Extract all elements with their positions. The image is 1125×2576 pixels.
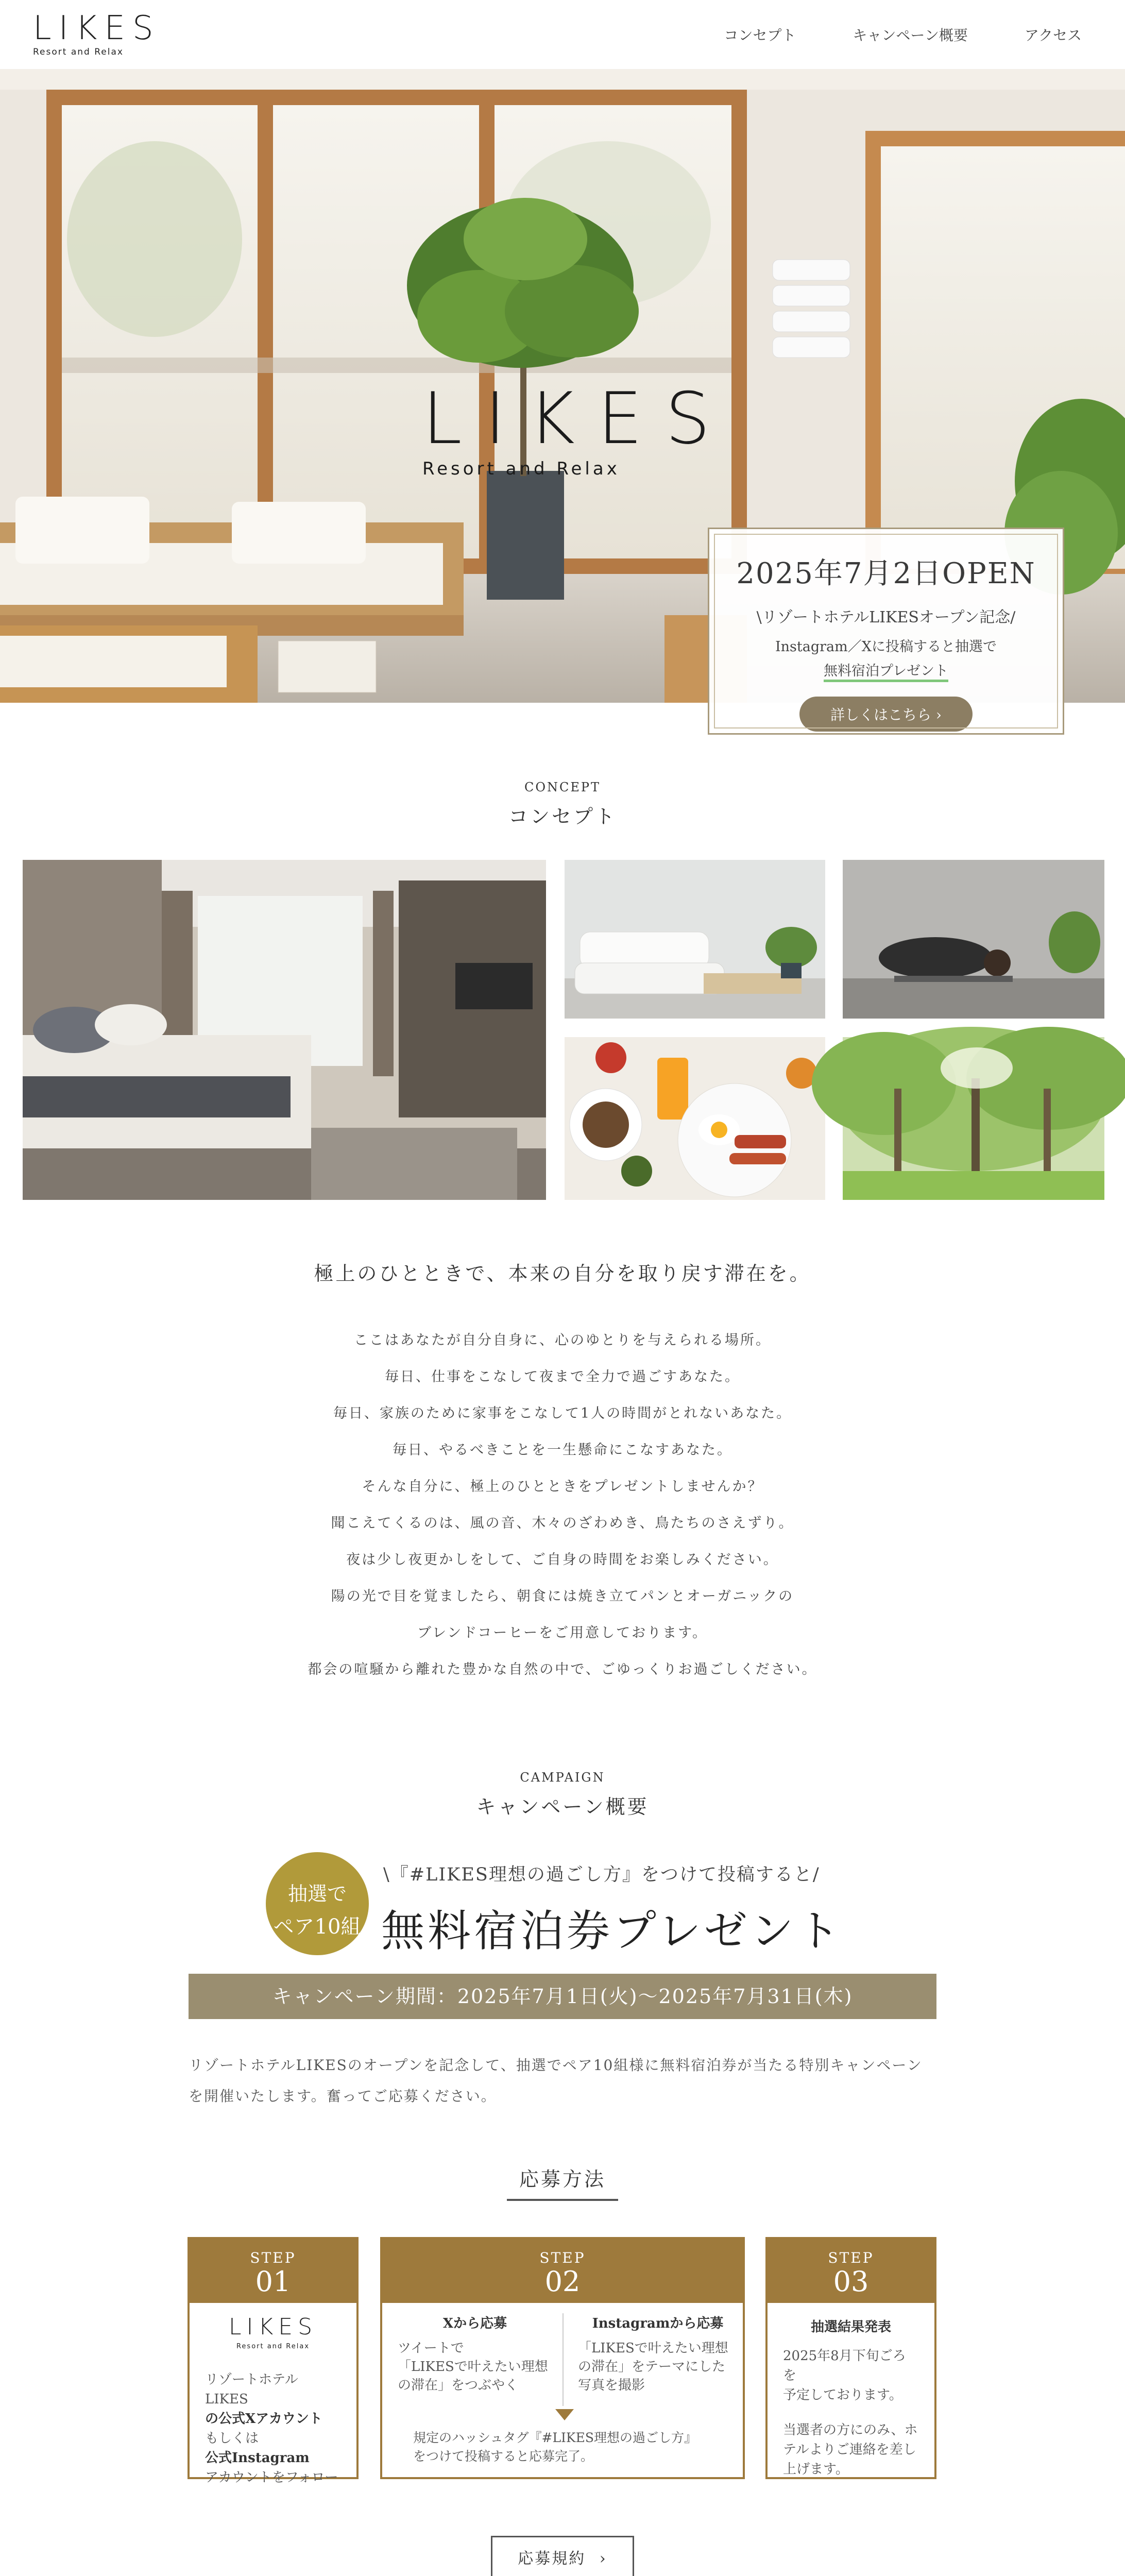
step-1-logo xyxy=(205,2314,341,2357)
breakfast-photo xyxy=(565,1037,825,1200)
step-2-x-title: Xから応募 xyxy=(442,2316,507,2331)
step-1-text: の公式Xアカウント xyxy=(205,2411,322,2427)
hero-logo xyxy=(422,377,733,479)
details-button[interactable] xyxy=(799,697,973,732)
yoga-photo xyxy=(843,860,1104,1019)
step-2-x-line: の滞在」をつぶやく xyxy=(398,2378,519,2393)
open-line-1: \リゾートホテルLIKESオープン記念/ xyxy=(756,608,1016,626)
concept-line: 聞こえてくるのは、風の音、木々のざわめき、鳥たちのさえずり。 xyxy=(331,1515,794,1531)
step-3-card xyxy=(765,2237,936,2479)
badge-line-1: 抽選で xyxy=(287,1883,347,1905)
header-logo[interactable] xyxy=(33,9,161,57)
campaign-heading-en: CAMPAIGN xyxy=(520,1770,605,1785)
concept-line: 陽の光で目を覚ましたら、朝食には焼き立てパンとオーガニックの xyxy=(331,1588,794,1604)
concept-section xyxy=(0,703,1125,1688)
step-1-text: リゾートホテルLIKES xyxy=(205,2372,298,2407)
site-header xyxy=(0,0,1125,69)
step-1-cap xyxy=(190,2239,356,2303)
step-label: STEP xyxy=(250,2249,296,2266)
forest-photo xyxy=(843,1037,1104,1200)
how-to-apply-title: 応募方法 xyxy=(507,2163,618,2201)
rules-button-label: 応募規約 xyxy=(518,2550,586,2568)
concept-line: ブレンドコーヒーをご用意しております。 xyxy=(417,1625,708,1641)
nav-campaign[interactable]: キャンペーン概要 xyxy=(853,27,968,44)
concept-heading xyxy=(0,780,1125,829)
concept-lead: 極上のひとときで、本来の自分を取り戻す滞在を。 xyxy=(314,1262,811,1285)
rules-button[interactable] xyxy=(491,2536,634,2576)
nav-access[interactable]: アクセス xyxy=(1024,27,1082,44)
arrow-down-icon xyxy=(555,2409,574,2420)
step-number: 03 xyxy=(833,2265,869,2298)
step-2-bottom-line: 規定のハッシュタグ『#LIKES理想の過ごし方』 xyxy=(413,2430,697,2445)
logo-text: LIKES xyxy=(33,9,161,47)
bedroom-photo xyxy=(23,860,546,1200)
concept-line: 都会の喧騒から離れた豊かな自然の中で、ごゆっくりお過ごしください。 xyxy=(308,1662,817,1677)
how-to-apply-heading xyxy=(0,2163,1125,2201)
step-2-ig-title: Instagramから応募 xyxy=(592,2316,724,2331)
open-announcement-card xyxy=(708,528,1064,735)
open-line-2: Instagram／Xに投稿すると抽選で xyxy=(775,639,997,655)
step-2-x-line: ツイートで xyxy=(398,2341,464,2356)
step-3-cap xyxy=(768,2239,934,2303)
logo-sub: Resort and Relax xyxy=(33,47,124,57)
step-1-content xyxy=(190,2303,356,2502)
nav-concept[interactable]: コンセプト xyxy=(724,27,796,44)
campaign-heading-ja: キャンペーン概要 xyxy=(476,1795,649,1818)
campaign-hero xyxy=(0,1840,1125,1958)
step-1-text: 公式Instagram xyxy=(205,2450,310,2466)
main-nav xyxy=(724,24,1092,45)
open-line-3: 無料宿泊プレゼント xyxy=(824,659,948,682)
concept-line: 毎日、仕事をこなして夜まで全力で過ごすあなた。 xyxy=(385,1369,740,1385)
step-1-logo-sub: Resort and Relax xyxy=(236,2343,310,2350)
step-2-bottom-line: をつけて投稿すると応募完了。 xyxy=(413,2449,594,2464)
step-2-ig-line: の滞在」をテーマにした xyxy=(578,2359,726,2375)
step-label: STEP xyxy=(539,2249,586,2266)
campaign-heading xyxy=(0,1770,1125,1819)
step-1-text: もしくは xyxy=(205,2431,259,2446)
hero xyxy=(0,69,1125,723)
hero-logo-text: LIKES xyxy=(422,377,733,460)
step-2-cap xyxy=(382,2239,743,2303)
concept-heading-en: CONCEPT xyxy=(524,780,601,794)
step-1-text: アカウントをフォロー xyxy=(205,2470,338,2485)
concept-photo-grid xyxy=(0,860,1125,1200)
concept-line: ここはあなたが自分自身に、心のゆとりを与えられる場所。 xyxy=(354,1332,771,1348)
campaign-description: リゾートホテルLIKESのオープンを記念して、抽選でペア10組様に無料宿泊券が当たる特別キャンペーンを開催いたします。奮ってご応募ください。 xyxy=(189,2057,923,2105)
lottery-badge xyxy=(266,1852,369,1955)
step-number: 01 xyxy=(255,2265,291,2298)
step-3-line: テルよりご連絡を差し xyxy=(783,2442,916,2458)
step-2-content xyxy=(382,2303,743,2479)
campaign-section xyxy=(0,1688,1125,2576)
step-3-line: 予定しております。 xyxy=(783,2387,902,2403)
step-3-line: 当選者の方にのみ、ホ xyxy=(783,2422,918,2438)
step-2-card xyxy=(380,2237,745,2479)
step-number: 02 xyxy=(544,2265,581,2298)
concept-line: 夜は少し夜更かしをして、ご自身の時間をお楽しみください。 xyxy=(346,1552,779,1568)
step-3-content xyxy=(768,2303,934,2494)
step-2-x xyxy=(398,2314,552,2395)
step-1-logo-text: LIKES xyxy=(228,2314,318,2340)
step-3-title: 抽選結果発表 xyxy=(810,2319,891,2335)
concept-line: 毎日、家族のために家事をこなして1人の時間がとれないあなた。 xyxy=(333,1405,792,1421)
details-button-label: 詳しくはこちら xyxy=(830,706,931,723)
badge-line-2: ペア10組 xyxy=(273,1915,362,1939)
steps xyxy=(0,2237,1125,2484)
campaign-title: 無料宿泊券プレゼント xyxy=(381,1906,843,1956)
chevron-right-icon: › xyxy=(599,2550,607,2568)
concept-heading-ja: コンセプト xyxy=(508,805,617,828)
step-3-line: 2025年8月下旬ごろを xyxy=(783,2348,906,2383)
open-date: 2025年7月2日OPEN xyxy=(736,557,1036,590)
concept-line: そんな自分に、極上のひとときをプレゼントしませんか？ xyxy=(362,1479,763,1495)
step-2-bottom xyxy=(413,2429,697,2466)
step-1-card xyxy=(187,2237,359,2485)
step-2-x-line: 「LIKESで叶えたい理想 xyxy=(398,2359,548,2375)
chevron-right-icon: › xyxy=(935,706,942,723)
hero-logo-sub: Resort and Relax xyxy=(422,459,620,479)
towels-photo xyxy=(565,860,825,1019)
step-2-divider xyxy=(562,2313,564,2406)
concept-line: 毎日、やるべきことを一生懸命にこなすあなた。 xyxy=(393,1442,732,1458)
step-2-ig-line: 写真を撮影 xyxy=(578,2378,645,2393)
concept-body xyxy=(0,1322,1125,1688)
campaign-subtitle: \『#LIKES理想の過ごし方』をつけて投稿すると/ xyxy=(383,1865,820,1885)
step-2-ig-line: 「LIKESで叶えたい理想 xyxy=(578,2341,728,2356)
step-label: STEP xyxy=(828,2249,874,2266)
campaign-period: キャンペーン期間：2025年7月1日(火)〜2025年7月31日(木) xyxy=(189,1974,936,2019)
step-3-line: 上げます。 xyxy=(783,2462,849,2477)
step-2-instagram xyxy=(578,2314,738,2395)
